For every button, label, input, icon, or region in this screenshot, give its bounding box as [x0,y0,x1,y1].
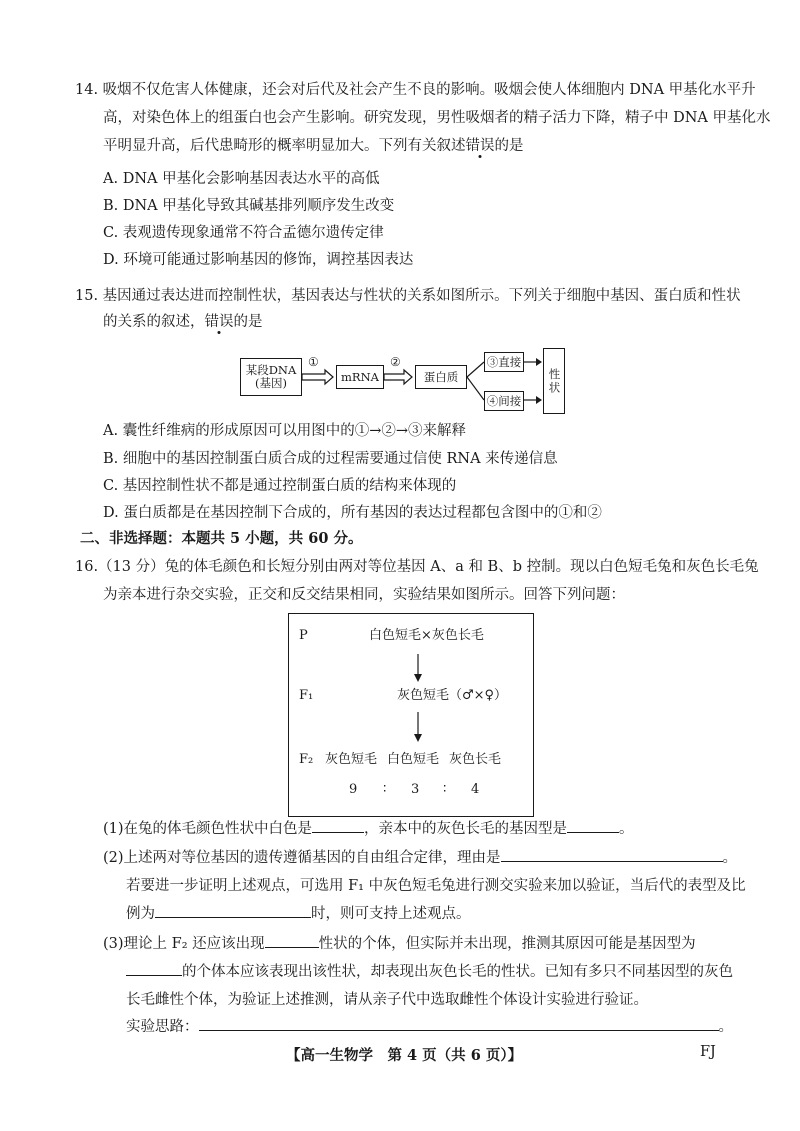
q16-sub2-line1 [103,844,737,872]
gene-label: (基因) [255,376,287,390]
q14-option-d: D. 环境可能通过影响基因的修饰，调控基因表达 [103,252,414,268]
q14-line1: 14. 吸烟不仅危害人体健康，还会对后代及社会产生不良的影响。吸烟会使人体细胞内 DNA 甲基化水平升 [75,82,756,98]
q14-line3-end: 的是 [494,138,524,154]
q16-line2: 为亲本进行杂交实验，正交和反交结果相同，实验结果如图所示。回答下列问题： [103,587,625,603]
gene-expression-diagram [240,348,570,414]
section2-heading: 二、非选择题：本题共 5 小题，共 60 分。 [80,530,363,547]
p-cross-text: 白色短毛×灰色长毛 [369,628,484,643]
sub1-text-b: ，亲本中的灰色长毛的基因型是 [364,821,568,837]
q14-line2: 高，对染色体上的组蛋白也会产生影响。研究发现，男性吸烟者的精子活力下降，精子中 DNA 甲基化水 [103,110,771,126]
sub3-text-a: (3)理论上 F₂ 还应该出现 [103,936,265,952]
sub1-text-c: 。 [619,821,634,837]
q16-line1: 16.（13 分）兔的体毛颜色和长短分别由两对等位基因 A、a 和 B、b 控制。现以白色短毛兔和灰色长毛兔 [75,559,759,575]
step2-label: ② [390,355,401,369]
f1-text: 灰色短毛（♂×♀） [397,688,508,703]
q16-sub2-line3 [126,900,471,928]
q15-option-c: C. 基因控制性状不都是通过控制蛋白质的结构来体现的 [103,478,457,494]
f2-gray-short: 灰色短毛 [325,752,378,767]
trait-box: 性状 [543,348,565,414]
indirect-box: ④间接 [484,391,524,411]
q15-line2-end: 的是 [233,314,263,330]
sub3-text-e: 实验思路： [126,1019,199,1035]
direct-box: ③直接 [484,352,524,372]
q14-option-b: B. DNA 甲基化导致其碱基排列顺序发生改变 [103,198,395,214]
f2-label: F₂ [299,752,314,767]
ratio-colon-2: ∶ [443,782,447,797]
answer-blank-experiment-design[interactable] [199,1014,719,1031]
q16-sub3-line4 [126,1013,733,1041]
q14-emphasis: 错误 [465,138,495,154]
answer-blank-white-trait[interactable] [312,816,364,833]
dna-box [240,358,302,396]
sub2-end: 。 [722,850,738,866]
sub2-text-c: 例为 [126,906,155,922]
step1-label: ① [308,355,319,369]
q16-sub1 [103,815,634,843]
sub2-text-d: 时，则可支持上述观点。 [311,906,471,922]
protein-box: 蛋白质 [415,365,467,389]
q15-option-b: B. 细胞中的基因控制蛋白质合成的过程需要通过信使 RNA 来传递信息 [103,451,558,467]
answer-blank-phenotype-ratio[interactable] [155,901,311,918]
f2-gray-long: 灰色长毛 [449,752,502,767]
q16-sub3-line1 [103,930,696,958]
q14-option-c: C. 表观遗传现象通常不符合孟德尔遗传定律 [103,225,384,241]
q15-line2 [103,308,263,336]
q14-line3-text: 平明显升高，后代患畸形的概率明显加大。下列有关叙述 [103,138,466,154]
q16-sub2-line2: 若要进一步证明上述观点，可选用 F₁ 中灰色短毛兔进行测交实验来加以验证，当后代的表型及比 [126,878,746,894]
footer-code: FJ [700,1044,716,1060]
q15-line1: 15. 基因通过表达进而控制性状，基因表达与性状的关系如图所示。下列关于细胞中基因、蛋白质和性状 [75,288,741,304]
page-footer: 【高一生物学 第 4 页（共 6 页）】 [286,1047,523,1064]
dna-label: 某段DNA [245,363,297,377]
answer-blank-genotype[interactable] [126,959,182,976]
ratio-4: 4 [471,782,480,797]
q15-line2-text: 的关系的叙述， [103,314,205,330]
f2-white-short: 白色短毛 [387,752,440,767]
q15-option-d: D. 蛋白质都是在基因控制下合成的，所有基因的表达过程都包含图中的①和② [103,505,602,521]
ratio-9: 9 [349,782,358,797]
sub3-text-b: 性状的个体，但实际并未出现，推测其原因可能是基因型为 [318,936,696,952]
answer-blank-parent-genotype[interactable] [567,816,619,833]
sub2-text-a: (2)上述两对等位基因的遗传遵循基因的自由组合定律，理由是 [103,850,501,866]
q16-sub3-line2 [126,958,733,986]
cross-diagram [288,613,534,817]
sub1-text-a: (1)在兔的体毛颜色性状中白色是 [103,821,313,837]
q14-option-a: A. DNA 甲基化会影响基因表达水平的高低 [103,171,380,187]
answer-blank-reason[interactable] [501,845,723,862]
sub3-end: 。 [718,1019,733,1035]
f1-label: F₁ [299,688,314,703]
q15-option-a: A. 囊性纤维病的形成原因可以用图中的①→②→③来解释 [103,423,466,439]
q16-sub3-line3: 长毛雌性个体，为验证上述推测，请从亲子代中选取雌性个体设计实验进行验证。 [126,992,648,1008]
q15-emphasis: 错误 [204,314,234,330]
ratio-colon-1: ∶ [383,782,387,797]
mrna-box: mRNA [336,365,384,389]
sub3-text-c: 的个体本应该表现出该性状，却表现出灰色长毛的性状。已知有多只不同基因型的灰色 [182,964,733,980]
answer-blank-missing-trait[interactable] [265,931,319,948]
p-label: P [299,628,308,643]
ratio-3: 3 [411,782,420,797]
q14-line3 [103,132,524,160]
